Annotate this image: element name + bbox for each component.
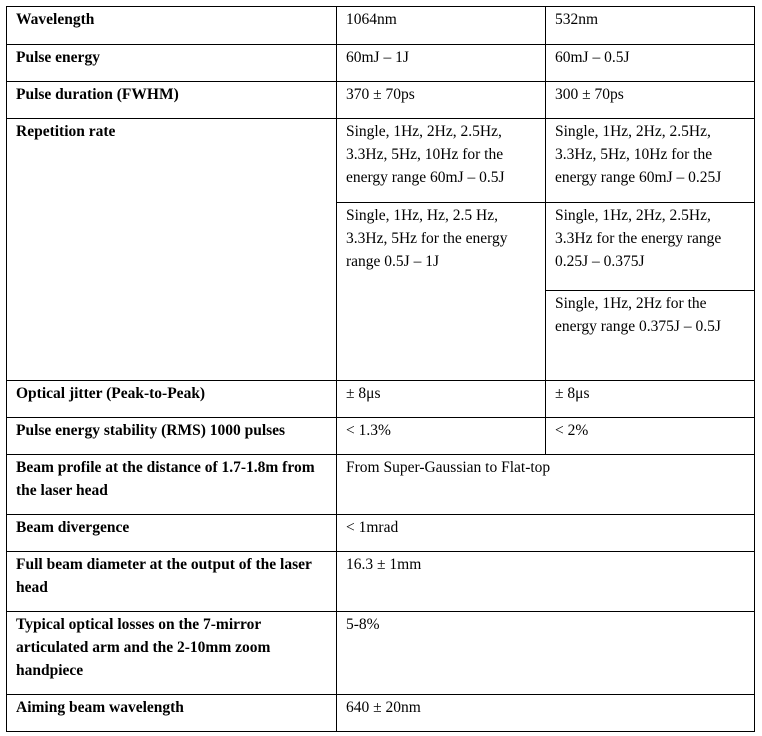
row-label-pulse-energy-stability: Pulse energy stability (RMS) 1000 pulses bbox=[7, 418, 337, 455]
wavelength-532-cell: 532nm bbox=[546, 7, 755, 45]
table-row bbox=[7, 418, 755, 455]
stability-532-cell: < 2% bbox=[546, 418, 755, 455]
optical-jitter-532-cell: ± 8μs bbox=[546, 381, 755, 418]
table-row bbox=[7, 515, 755, 552]
laser-spec-table bbox=[6, 6, 755, 732]
row-label-optical-jitter: Optical jitter (Peak-to-Peak) bbox=[7, 381, 337, 418]
table-row bbox=[7, 82, 755, 119]
table-row bbox=[7, 45, 755, 82]
repetition-532-high-cell: Single, 1Hz, 2Hz for the energy range 0.375J – 0.5J bbox=[546, 291, 755, 381]
table-row bbox=[7, 381, 755, 418]
table-row bbox=[7, 612, 755, 695]
repetition-532-mid-cell: Single, 1Hz, 2Hz, 2.5Hz, 3.3Hz for the energy range 0.25J – 0.375J bbox=[546, 203, 755, 291]
table-row bbox=[7, 695, 755, 732]
table-row bbox=[7, 119, 755, 203]
optical-jitter-1064-cell: ± 8μs bbox=[337, 381, 546, 418]
row-label-aiming-beam: Aiming beam wavelength bbox=[7, 695, 337, 732]
stability-1064-cell: < 1.3% bbox=[337, 418, 546, 455]
row-label-pulse-energy: Pulse energy bbox=[7, 45, 337, 82]
optical-losses-cell: 5-8% bbox=[337, 612, 755, 695]
row-label-beam-profile: Beam profile at the distance of 1.7-1.8m from the laser head bbox=[7, 455, 337, 515]
repetition-1064-high-cell: Single, 1Hz, Hz, 2.5 Hz, 3.3Hz, 5Hz for the energy range 0.5J – 1J bbox=[337, 203, 546, 381]
pulse-duration-1064-cell: 370 ± 70ps bbox=[337, 82, 546, 119]
table-row bbox=[7, 455, 755, 515]
full-beam-diameter-cell: 16.3 ± 1mm bbox=[337, 552, 755, 612]
wavelength-1064-cell: 1064nm bbox=[337, 7, 546, 45]
beam-divergence-cell: < 1mrad bbox=[337, 515, 755, 552]
pulse-energy-1064-cell: 60mJ – 1J bbox=[337, 45, 546, 82]
row-label-pulse-duration: Pulse duration (FWHM) bbox=[7, 82, 337, 119]
pulse-energy-532-cell: 60mJ – 0.5J bbox=[546, 45, 755, 82]
row-label-beam-divergence: Beam divergence bbox=[7, 515, 337, 552]
row-label-full-beam-diameter: Full beam diameter at the output of the laser head bbox=[7, 552, 337, 612]
pulse-duration-532-cell: 300 ± 70ps bbox=[546, 82, 755, 119]
repetition-1064-low-cell: Single, 1Hz, 2Hz, 2.5Hz, 3.3Hz, 5Hz, 10Hz for the energy range 60mJ – 0.5J bbox=[337, 119, 546, 203]
aiming-beam-cell: 640 ± 20nm bbox=[337, 695, 755, 732]
row-label-wavelength: Wavelength bbox=[7, 7, 337, 45]
table-row bbox=[7, 552, 755, 612]
table-row bbox=[7, 7, 755, 45]
repetition-532-low-cell: Single, 1Hz, 2Hz, 2.5Hz, 3.3Hz, 5Hz, 10Hz for the energy range 60mJ – 0.25J bbox=[546, 119, 755, 203]
row-label-optical-losses: Typical optical losses on the 7-mirror articulated arm and the 2-10mm zoom handpiece bbox=[7, 612, 337, 695]
row-label-repetition-rate: Repetition rate bbox=[7, 119, 337, 381]
beam-profile-cell: From Super-Gaussian to Flat-top bbox=[337, 455, 755, 515]
